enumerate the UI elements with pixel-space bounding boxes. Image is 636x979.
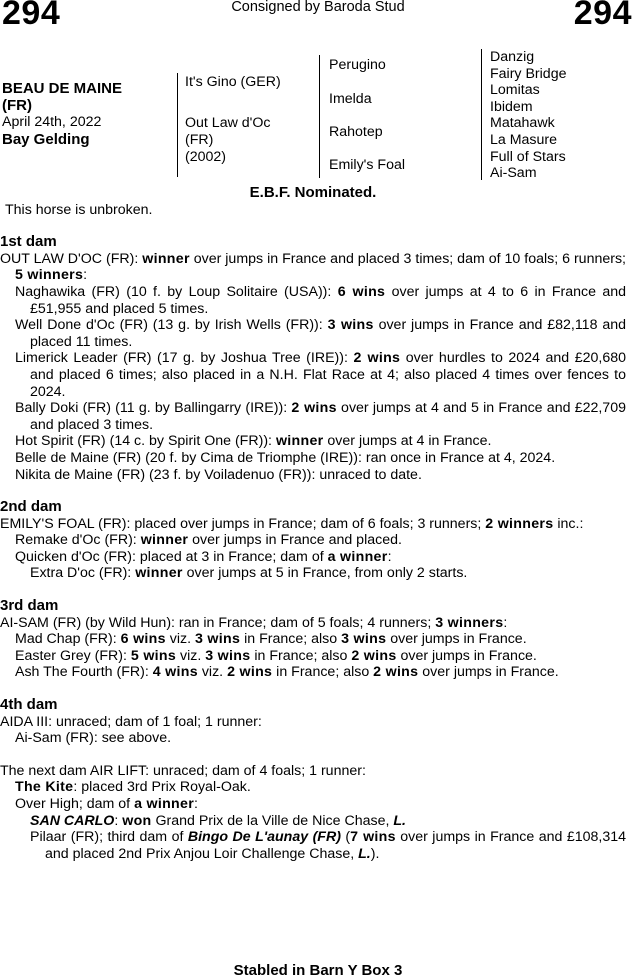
third-dam-heading: 3rd dam xyxy=(0,597,59,615)
produce-entry: Ash The Fourth (FR): 4 wins viz. 2 wins in France; also 2 wins over jumps in France. xyxy=(15,664,559,681)
produce-entry: Naghawika (FR) (10 f. by Loup Solitaire (USA)): 6 wins over jumps at 4 to 6 in France and £51,955 and placed 5 times. xyxy=(15,283,626,317)
third-dam-summary: AI-SAM (FR) (by Wild Hun): ran in France; dam of 5 foals; 4 runners; 3 winners: xyxy=(0,614,508,631)
produce-entry: The Kite: placed 3rd Prix Royal-Oak. xyxy=(15,779,251,796)
second-dam-summary: EMILY'S FOAL (FR): placed over jumps in France; dam of 6 foals; 3 runners; 2 winners inc.: xyxy=(0,515,584,532)
unbroken-note: This horse is unbroken. xyxy=(5,201,153,218)
pedigree-divider-1 xyxy=(177,73,178,177)
horse-country: (FR) xyxy=(2,97,32,114)
pedigree-gen2-dam-sire: Rahotep xyxy=(329,124,383,140)
pedigree-gen2-sire-sire: Perugino xyxy=(329,57,386,73)
pedigree-divider-2 xyxy=(319,55,320,178)
second-dam-heading: 2nd dam xyxy=(0,498,62,516)
produce-entry: Bally Doki (FR) (11 g. by Ballingarry (IRE)): 2 wins over jumps at 4 and 5 in France and £22,709 and placed 3 times. xyxy=(15,400,626,433)
produce-entry: Belle de Maine (FR) (20 f. by Cima de Triomphe (IRE)): ran once in France at 4, 2024. xyxy=(15,449,556,466)
produce-entry: Over High; dam of a winner: xyxy=(15,796,198,812)
produce-entry: Extra D'oc (FR): winner over jumps at 5 in France, from only 2 starts. xyxy=(30,565,468,582)
produce-entry: Quicken d'Oc (FR): placed at 3 in France; dam of a winner: xyxy=(15,548,392,565)
produce-entry: SAN CARLO: won Grand Prix de la Ville de Nice Chase, L. xyxy=(30,812,406,829)
produce-entry: Limerick Leader (FR) (17 g. by Joshua Tree (IRE)): 2 wins over hurdles to 2024 and £20,680 and placed 6 times; also placed in a N.H. Flat Race at 4; also placed 4 times over fences to 2024. xyxy=(15,350,626,400)
pedigree-dam: Out Law d'Oc (FR) (2002) xyxy=(185,115,271,165)
first-dam-summary: OUT LAW D'OC (FR): winner over jumps in France and placed 3 times; dam of 10 foals; 6 runners; 5 winners: xyxy=(0,250,626,284)
lot-number-right: 294 xyxy=(573,0,632,32)
horse-name: BEAU DE MAINE xyxy=(2,80,123,97)
pedigree-divider-3 xyxy=(481,49,482,180)
consignor: Consigned by Baroda Stud xyxy=(231,0,405,15)
pedigree-gen2-dam-dam: Emily's Foal xyxy=(329,157,406,173)
fourth-dam-summary: AIDA III: unraced; dam of 1 foal; 1 runner: xyxy=(0,713,262,730)
horse-sex: Bay Gelding xyxy=(2,131,90,148)
fourth-dam-heading: 4th dam xyxy=(0,696,58,714)
produce-entry: Well Done d'Oc (FR) (13 g. by Irish Wells (FR)): 3 wins over jumps in France and £82,118 and placed 11 times. xyxy=(15,317,626,350)
next-dam-summary: The next dam AIR LIFT: unraced; dam of 4 foals; 1 runner: xyxy=(0,762,366,779)
pedigree-notes xyxy=(0,185,626,862)
horse-details xyxy=(2,80,122,148)
produce-entry: Remake d'Oc (FR): winner over jumps in France and placed. xyxy=(15,532,402,549)
produce-entry: Ai-Sam (FR): see above. xyxy=(15,730,172,747)
produce-entry: Hot Spirit (FR) (14 c. by Spirit One (FR)): winner over jumps at 4 in France. xyxy=(15,433,492,450)
produce-entry: Mad Chap (FR): 6 wins viz. 3 wins in France; also 3 wins over jumps in France. xyxy=(15,631,527,648)
lot-number-left: 294 xyxy=(2,0,61,32)
pedigree-gen3: Danzig Fairy Bridge Lomitas Ibidem Matahawk La Masure Full of Stars Ai-Sam xyxy=(490,49,567,182)
first-dam-heading: 1st dam xyxy=(0,233,57,251)
pedigree-gen2-sire-dam: Imelda xyxy=(329,91,372,107)
horse-dob: April 24th, 2022 xyxy=(2,114,102,130)
pedigree-sire: It's Gino (GER) xyxy=(185,74,281,90)
stabling-info: Stabled in Barn Y Box 3 xyxy=(233,962,403,979)
nomination: E.B.F. Nominated. xyxy=(249,184,377,201)
produce-entry: Nikita de Maine (FR) (23 f. by Voiladenuo (FR)): unraced to date. xyxy=(15,466,422,483)
produce-entry: Pilaar (FR); third dam of Bingo De L'aunay (FR) (7 wins over jumps in France and £108,314 and placed 2nd Prix Anjou Loir Challenge Chase, L.). xyxy=(30,829,626,862)
produce-entry: Easter Grey (FR): 5 wins viz. 3 wins in France; also 2 wins over jumps in France. xyxy=(15,647,537,664)
